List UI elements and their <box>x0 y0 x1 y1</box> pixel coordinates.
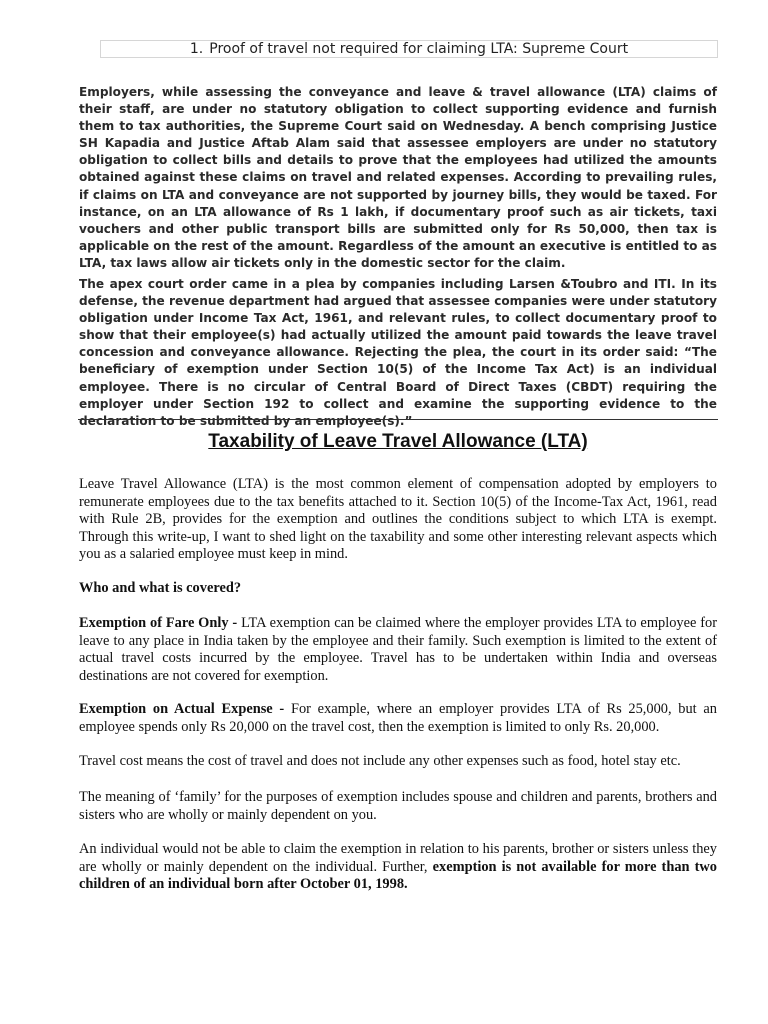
news-paragraph-2: The apex court order came in a plea by companies including Larsen &Toubro and ITI. In its defense, the revenue department had argued that assessee companies were under statutory obligation under Income Tax Act, 1961, and relevant rules, to collect documentary proof to show that their employee(s) had actually utilized the amount paid towards the leave travel concession and conveyance allowance. Rejecting the plea, the court in its order said: “The beneficiary of exemption under Section 10(5) of the Income Tax Act) is an individual employee. There is no circular of Central Board of Direct Taxes (CBDT) requiring the employer under Section 192 to collect and examine the supporting evidence to the declaration to be submitted by an employee(s).” <box>79 277 717 428</box>
news-heading: Proof of travel not required for claiming LTA: Supreme Court <box>209 41 629 57</box>
individual-paragraph <box>79 841 717 894</box>
travel-cost-paragraph: Travel cost means the cost of travel and does not include any other expenses such as food, hotel stay etc. <box>79 753 681 769</box>
fare-text: LTA exemption can be claimed where the employer provides LTA to employee for leave to any place in India taken by the employee and their family. Such exemption is limited to the extent of actual travel costs incurred by the employee. Travel has to be undertaken within India and overseas destinations are not covered for exemption. <box>79 615 717 684</box>
individual-text: An individual would not be able to claim the exemption in relation to his parents, brother or sisters unless they are wholly or mainly dependent on the individual. Further, <box>79 841 717 875</box>
actual-text: For example, where an employer provides LTA of Rs 25,000, but an employee spends only Rs 20,000 on the travel cost, then the exemption is limited to only Rs. 20,000. <box>79 701 717 735</box>
article-title: Taxability of Leave Travel Allowance (LTA) <box>208 431 588 452</box>
actual-expense-paragraph <box>79 701 717 736</box>
fare-label: Exemption of Fare Only - <box>79 615 238 631</box>
divider <box>78 419 718 420</box>
news-heading-box <box>100 40 718 58</box>
news-paragraph-1: Employers, while assessing the conveyance and leave & travel allowance (LTA) claims of their staff, are under no statutory obligation to collect supporting evidence and furnish them to tax authorities, the Supreme Court said on Wednesday. A bench comprising Justice SH Kapadia and Justice Aftab Alam said that assessee employers are under no statutory obligation to collect bills and details to prove that the employees had utilized the amounts obtained against these claims on travel and related expenses. According to prevailing rules, if claims on LTA and conveyance are not supported by journey bills, they would be taxed. For instance, on an LTA allowance of Rs 1 lakh, if documentary proof such as air tickets, taxi vouchers and other public transport bills are submitted only for Rs 50,000, then tax is applicable on the rest of the amount. Regardless of the amount an executive is entitled to as LTA, tax laws allow air tickets only in the domestic sector for the claim. <box>79 85 717 270</box>
individual-bold: exemption is not available for more than two children of an individual born after October 01, 1998. <box>79 858 718 893</box>
who-heading: Who and what is covered? <box>79 580 242 596</box>
list-number: 1. <box>189 41 204 57</box>
actual-label: Exemption on Actual Expense - <box>79 701 285 717</box>
fare-paragraph <box>79 615 717 685</box>
intro-paragraph: Leave Travel Allowance (LTA) is the most common element of compensation adopted by employers to remunerate employees due to the tax benefits attached to it. Section 10(5) of the Income-Tax Act, 1961, read with Rule 2B, provides for the exemption and outlines the conditions subject to which LTA is exempt. Through this write-up, I want to shed light on the taxability and some other interesting relevant aspects which you as a salaried employee must keep in mind. <box>79 476 717 563</box>
family-paragraph: The meaning of ‘family’ for the purposes of exemption includes spouse and children and parents, brothers and sisters who are wholly or mainly dependent on you. <box>79 789 717 823</box>
